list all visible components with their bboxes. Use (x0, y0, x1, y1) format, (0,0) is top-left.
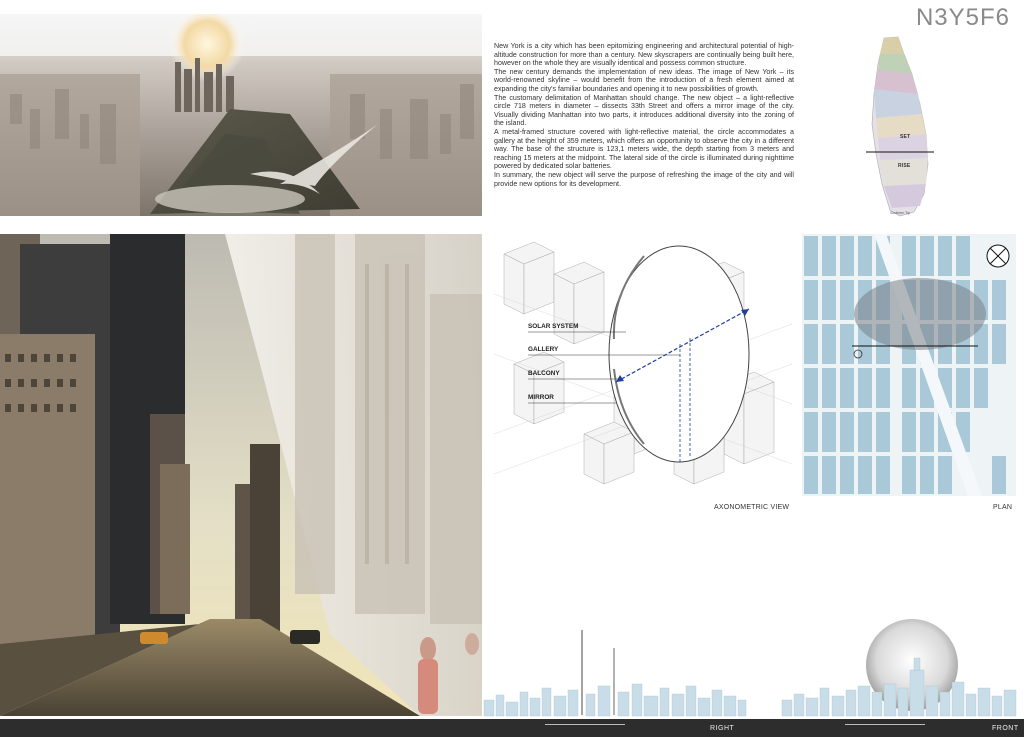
skyline-elevations (482, 600, 1024, 719)
map-rise-label: RISE (898, 163, 911, 169)
description-paragraph: In summary, the new object will serve the purpose of refreshing the image of the city and will provide new options for its development. (494, 170, 794, 188)
plan-caption: PLAN (993, 504, 1013, 511)
plan-view (802, 234, 1016, 496)
project-description (494, 42, 794, 188)
axonometric-view (494, 234, 792, 496)
description-paragraph: The new century demands the implementation of new ideas. The image of New York – its world-renowned skyline – would benefit from the introduction of a fresh element aimed at expanding the city's familiar boundaries and opening it to new possibilities of growth. (494, 67, 794, 93)
axonometric-caption: AXONOMETRIC VIEW (714, 504, 790, 511)
manhattan-location-map (860, 34, 940, 218)
right-scale-bar (545, 724, 625, 725)
project-code: N3Y5F6 (915, 4, 1010, 31)
leader-label-balcony: BALCONY (528, 370, 560, 377)
street-perspective-photo (0, 234, 482, 716)
leader-label-solar-system: SOLAR SYSTEM (528, 323, 579, 330)
description-paragraph: A metal-framed structure covered with light-reflective material, the circle accommodates a gallery at the height of 359 meters, which offers an opportunity to observe the city in a different way. The base of the structure is 123,1 meters wide, the depth starting from 3 meters and reaching 15 meters at the midpoint. The lateral side of the circle is illuminated during nighttime powered by dedicated solar batteries. (494, 127, 794, 171)
right-elevation-label: RIGHT (710, 725, 735, 732)
front-elevation-label: FRONT (992, 725, 1019, 732)
leader-label-gallery: GALLERY (528, 346, 559, 353)
leader-label-mirror: MIRROR (528, 394, 554, 401)
description-paragraph: The customary delimitation of Manhattan should change. The new object – a light-reflective circle 718 meters in diameter – dissects 33th Street and offers a mirror image of the city. Visually dividing Manhattan into two parts, it introduces additional diversity into the zoning of the island. (494, 93, 794, 128)
aerial-city-photo (0, 14, 482, 216)
front-scale-bar (845, 724, 925, 725)
footer-bar (0, 719, 1024, 737)
svg-text:Southern Tip: Southern Tip (890, 211, 910, 215)
description-paragraph: New York is a city which has been epitomizing engineering and architectural potential of high-altitude construction for more than a century. New skyscrapers are continually being built here, however on the whole they are visually identical and possess common structure. (494, 42, 794, 68)
map-set-label: SET (900, 134, 911, 140)
